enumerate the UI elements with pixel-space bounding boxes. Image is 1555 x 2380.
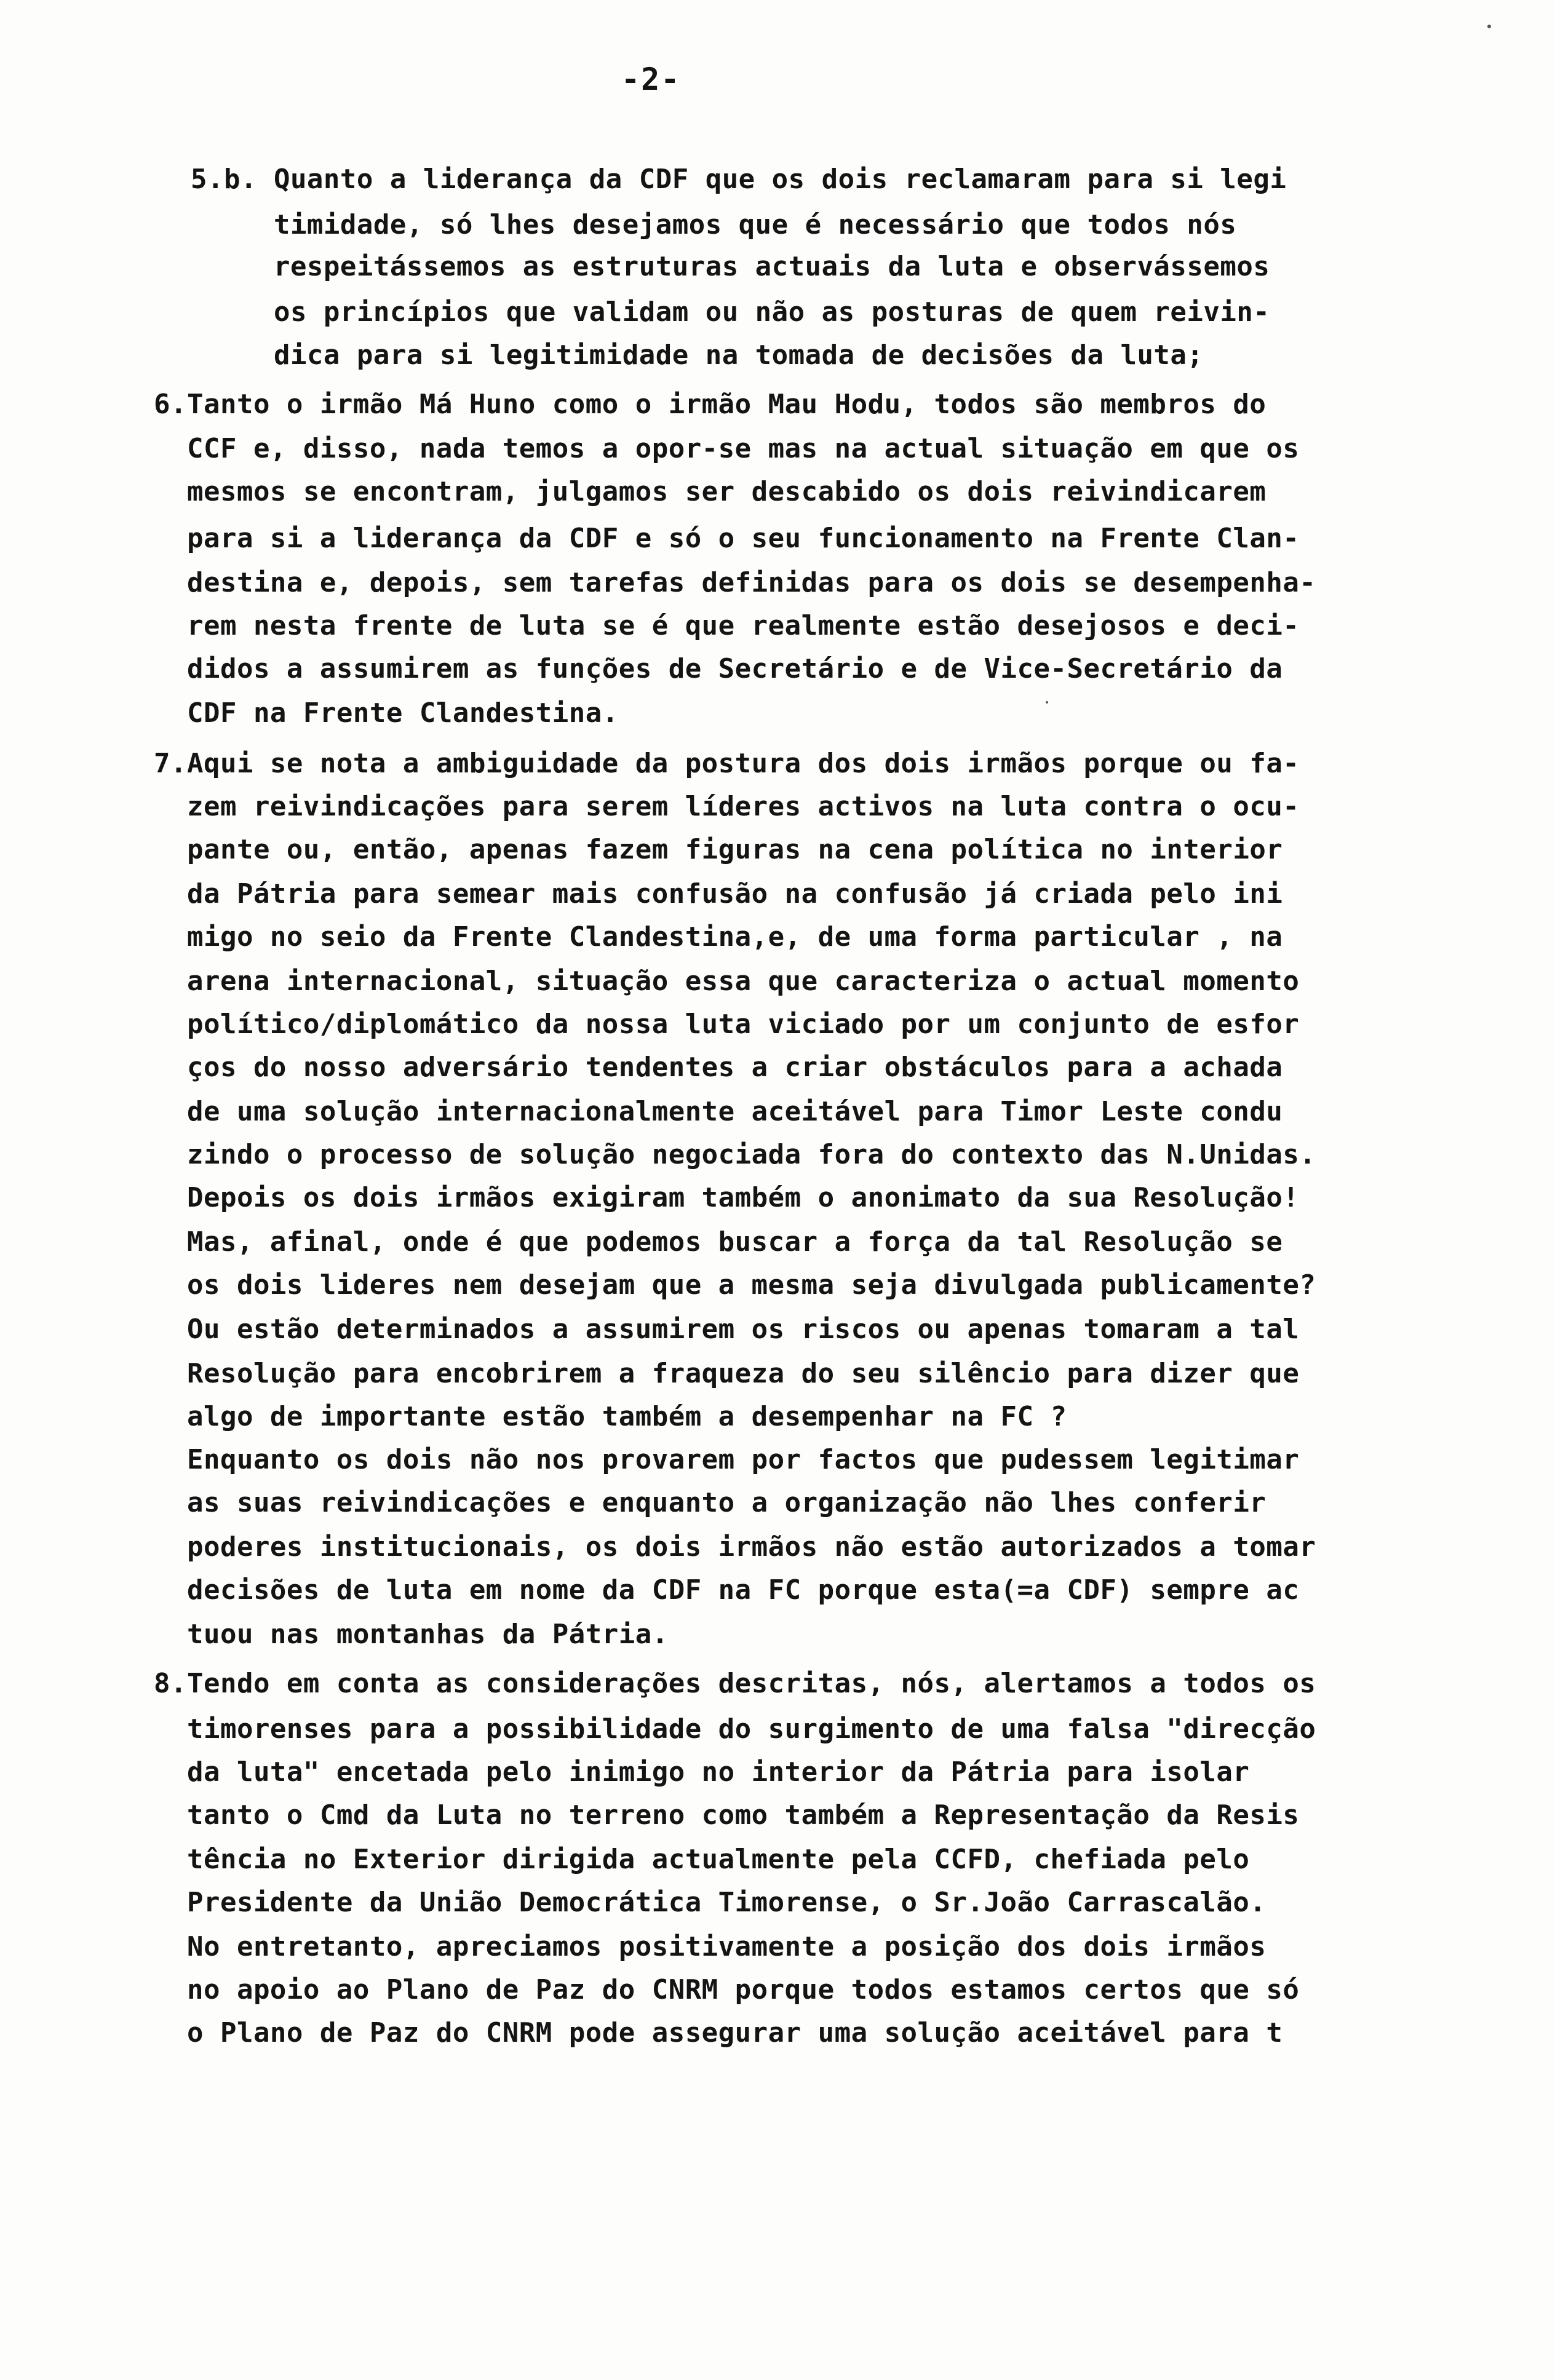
text-line: ços do nosso adversário tendentes a criar obstáculos para a achada [154,1052,1283,1083]
text-line: migo no seio da Frente Clandestina,e, de uma forma particular , na [154,921,1283,953]
text-line: CCF e, disso, nada temos a opor-se mas na actual situação em que os [154,433,1300,464]
text-line: zindo o processo de solução negociada fora do contexto das N.Unidas. [154,1139,1316,1170]
text-line: as suas reivindicações e enquanto a organização não lhes conferir [154,1487,1267,1518]
text-line: da luta" encetada pelo inimigo no interior da Pátria para isolar [154,1756,1250,1788]
text-line: didos a assumirem as funções de Secretário e de Vice-Secretário da [154,653,1283,684]
text-line: 5.b. Quanto a liderança da CDF que os dois reclamaram para si legi [191,164,1287,195]
text-line: Enquanto os dois não nos provarem por factos que pudessem legitimar [154,1444,1300,1475]
text-line: 6.Tanto o irmão Má Huno como o irmão Mau Hodu, todos são membros do [154,389,1267,420]
text-line: zem reivindicações para serem líderes activos na luta contra o ocu- [154,791,1300,822]
text-line: de uma solução internacionalmente aceitável para Timor Leste condu [154,1096,1283,1127]
text-line: timorenses para a possibilidade do surgimento de uma falsa "direcção [154,1713,1316,1745]
text-line: Resolução para encobrirem a fraqueza do seu silêncio para dizer que [154,1358,1300,1389]
text-line: político/diplomático da nossa luta viciado por um conjunto de esfor [154,1009,1300,1040]
text-line: 8.Tendo em conta as considerações descritas, nós, alertamos a todos os [154,1668,1316,1699]
text-line: rem nesta frente de luta se é que realmente estão desejosos e deci- [154,610,1300,641]
text-line: Presidente da União Democrática Timorense, o Sr.João Carrascalão. [154,1887,1267,1918]
text-line: dica para si legitimidade na tomada de decisões da luta; [191,339,1204,371]
text-line: algo de importante estão também a desempenhar na FC ? [154,1401,1067,1432]
text-line: os dois lideres nem desejam que a mesma seja divulgada publicamente? [154,1269,1316,1301]
text-line: para si a liderança da CDF e só o seu funcionamento na Frente Clan- [154,523,1300,554]
text-line: os princípios que validam ou não as posturas de quem reivin- [191,296,1270,328]
text-line: CDF na Frente Clandestina. [154,697,619,729]
text-line: 7.Aqui se nota a ambiguidade da postura dos dois irmãos porque ou fa- [154,748,1300,779]
text-line: destina e, depois, sem tarefas definidas para os dois se desempenha- [154,567,1316,598]
text-line: tência no Exterior dirigida actualmente pela CCFD, chefiada pelo [154,1844,1250,1875]
text-line: tanto o Cmd da Luta no terreno como também a Representação da Resis [154,1799,1300,1831]
text-line: Mas, afinal, onde é que podemos buscar a força da tal Resolução se [154,1226,1283,1258]
text-line: Depois os dois irmãos exigiram também o anonimato da sua Resolução! [154,1182,1300,1213]
text-line: o Plano de Paz do CNRM pode assegurar uma solução aceitável para t [154,2017,1283,2049]
text-line: decisões de luta em nome da CDF na FC porque esta(=a CDF) sempre ac [154,1574,1300,1606]
text-line: pante ou, então, apenas fazem figuras na cena política no interior [154,834,1283,865]
text-line: tuou nas montanhas da Pátria. [154,1619,669,1650]
text-line: respeitássemos as estruturas actuais da luta e observássemos [191,251,1270,282]
page-number: -2- [621,61,681,97]
text-line: timidade, só lhes desejamos que é necessário que todos nós [191,209,1237,240]
scan-speck [1046,701,1048,704]
text-line: poderes institucionais, os dois irmãos não estão autorizados a tomar [154,1531,1316,1563]
text-line: mesmos se encontram, julgamos ser descabido os dois reivindicarem [154,476,1267,507]
text-line: No entretanto, apreciamos positivamente a posição dos dois irmãos [154,1931,1267,1962]
text-line: Ou estão determinados a assumirem os riscos ou apenas tomaram a tal [154,1314,1300,1345]
text-line: no apoio ao Plano de Paz do CNRM porque todos estamos certos que só [154,1974,1300,2005]
text-line: da Pátria para semear mais confusão na confusão já criada pelo ini [154,878,1283,910]
text-line: arena internacional, situação essa que caracteriza o actual momento [154,966,1300,997]
scan-speck [1487,25,1491,28]
